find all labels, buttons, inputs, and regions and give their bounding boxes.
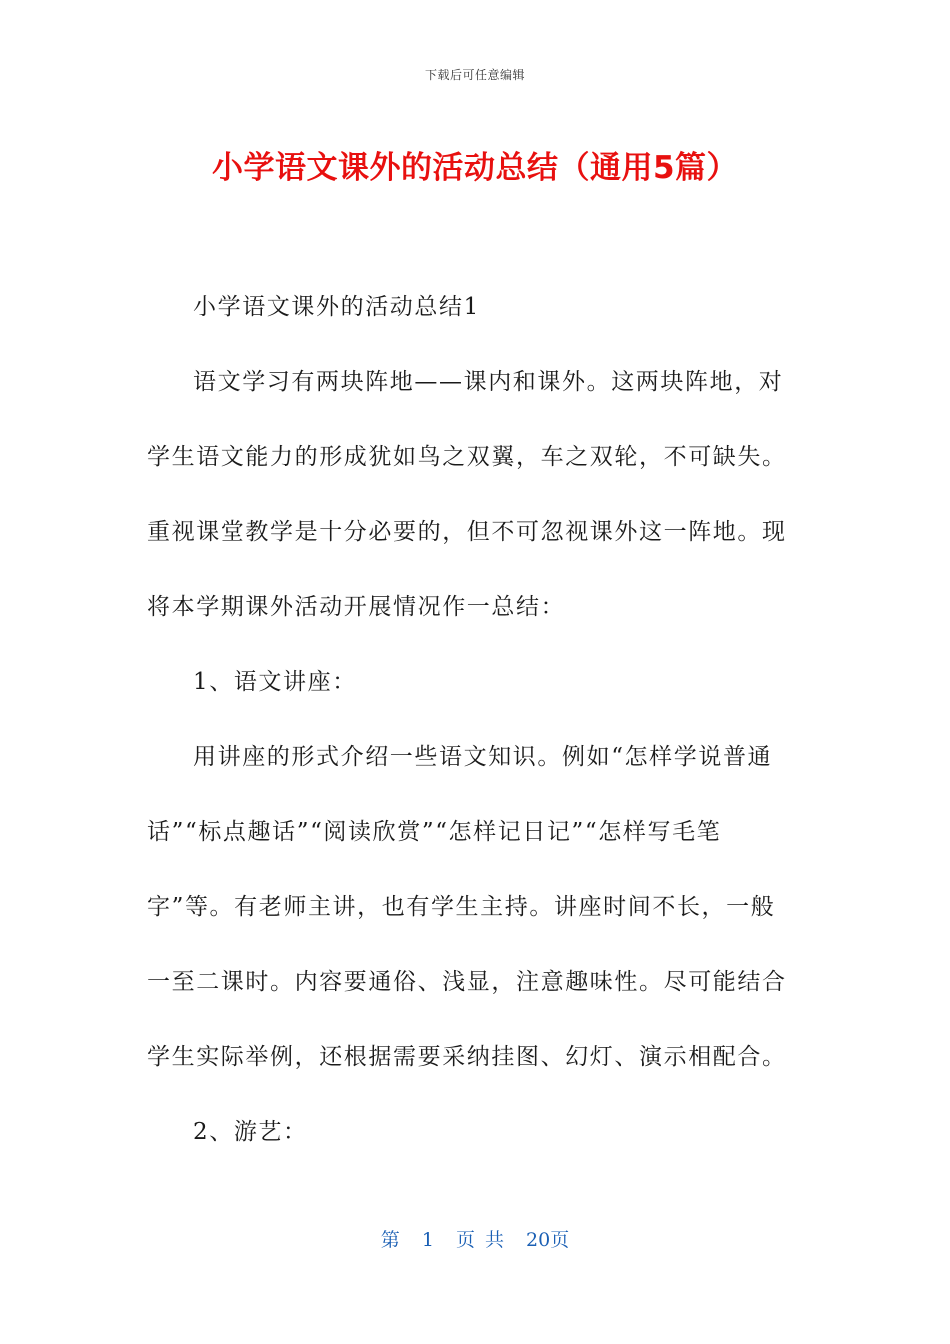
document-title: 小学语文课外的活动总结（通用5篇） <box>211 150 739 186</box>
list-heading-2: 2、游艺： <box>193 1119 308 1145</box>
page-header-note: 下载后可任意编辑 <box>424 68 525 82</box>
current-page-number: 1 <box>421 1229 434 1251</box>
paragraph: 语文学习有两块阵地——课内和课外。这两块阵地，对学生语文能力的形成犹如鸟之双翼，车之双轮，不可缺失。重视课堂教学是十分必要的，但不可忽视课外这一阵地。现将本学期课外活动开展情况作一总结： <box>147 369 787 620</box>
page-number-footer <box>0 1225 950 1252</box>
footer-prefix: 第 <box>380 1229 400 1251</box>
list-heading-1: 1、语文讲座： <box>193 669 357 695</box>
total-pages: 20页 <box>526 1229 570 1251</box>
footer-mid: 页 共 <box>455 1229 504 1251</box>
document-body <box>147 270 793 1170</box>
paragraph: 用讲座的形式介绍一些语文知识。例如“怎样学说普通话”“标点趣话”“阅读欣赏”“怎样记日记”“怎样写毛笔字”等。有老师主讲，也有学生主持。讲座时间不长，一般一至二课时。内容要通俗、浅显，注意趣味性。尽可能结合学生实际举例，还根据需要采纳挂图、幻灯、演示相配合。 <box>147 744 787 1070</box>
section-heading: 小学语文课外的活动总结1 <box>193 294 480 320</box>
